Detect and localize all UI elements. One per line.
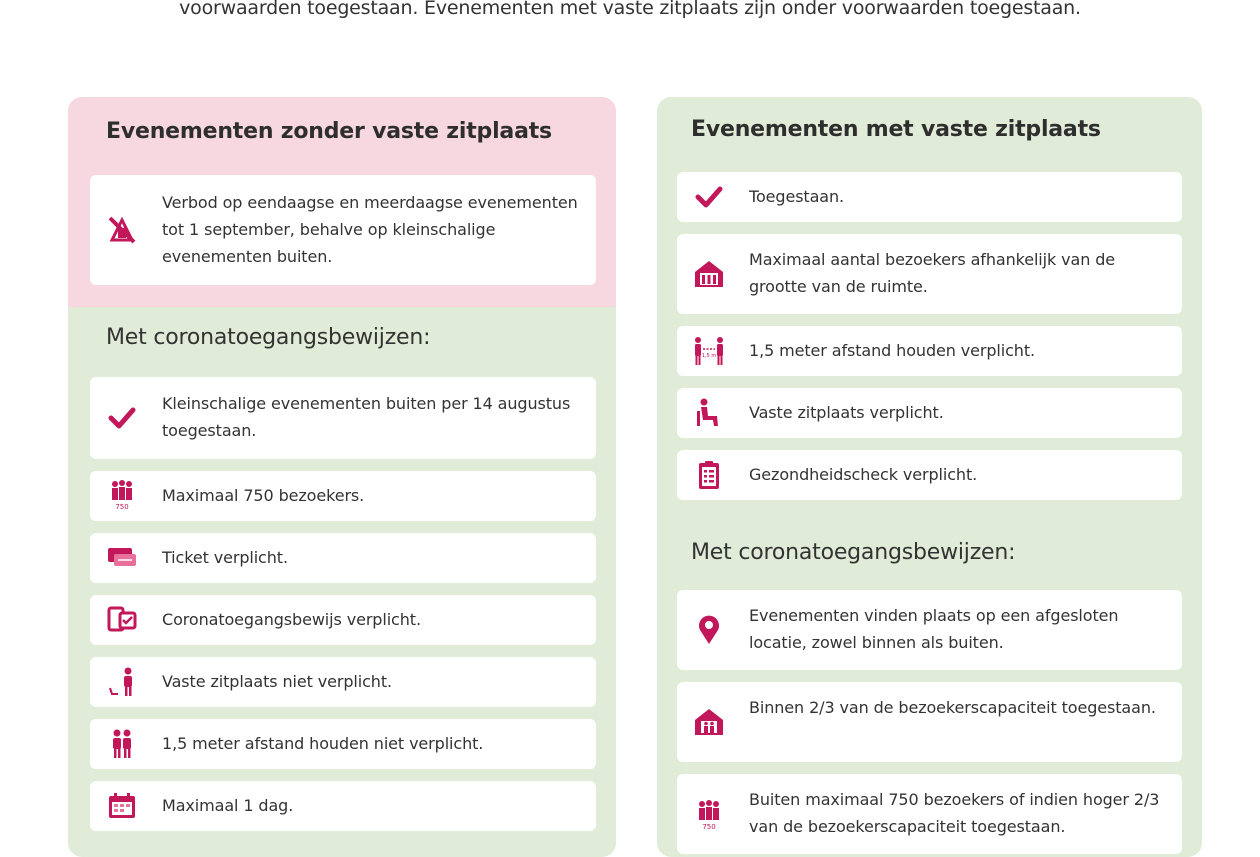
distance-badge: 1,5 m bbox=[701, 353, 717, 359]
list-item bbox=[90, 595, 596, 645]
item-text: Maximaal 750 bezoekers. bbox=[162, 486, 365, 505]
checkmark-icon bbox=[104, 400, 140, 436]
subtitle-left: Met coronatoegangsbewijzen: bbox=[106, 325, 431, 350]
item-text: Buiten maximaal 750 bezoekers of indien hoger 2/3 van de bezoekerscapaciteit toegestaan. bbox=[749, 790, 1160, 836]
item-text: Kleinschalige evenementen buiten per 14 augustus toegestaan. bbox=[162, 394, 571, 440]
two-people-icon bbox=[104, 726, 140, 762]
checkmark-icon bbox=[691, 179, 727, 215]
item-text: Binnen 2/3 van de bezoekerscapaciteit toegestaan. bbox=[749, 698, 1156, 717]
card-events-without-seat bbox=[68, 97, 616, 857]
list-item bbox=[677, 326, 1182, 376]
ban-text: Verbod op eendaagse en meerdaagse evenementen tot 1 september, behalve op kleinschalige evenementen buiten. bbox=[162, 193, 578, 266]
item-text: 1,5 meter afstand houden niet verplicht. bbox=[162, 734, 484, 753]
list-item bbox=[677, 682, 1182, 762]
building-people-icon bbox=[691, 704, 727, 740]
calendar-icon bbox=[104, 788, 140, 824]
item-text: Maximaal 1 dag. bbox=[162, 796, 294, 815]
list-item bbox=[90, 657, 596, 707]
list-item bbox=[90, 533, 596, 583]
crowd-750-icon bbox=[104, 476, 140, 512]
list-item bbox=[90, 781, 596, 831]
item-text: 1,5 meter afstand houden verplicht. bbox=[749, 341, 1036, 360]
ban-row bbox=[90, 175, 596, 285]
standing-person-icon bbox=[104, 664, 140, 700]
list-item bbox=[677, 590, 1182, 670]
item-text: Gezondheidscheck verplicht. bbox=[749, 465, 978, 484]
list-item bbox=[677, 172, 1182, 222]
subtitle-right: Met coronatoegangsbewijzen: bbox=[691, 540, 1016, 565]
list-item bbox=[90, 719, 596, 769]
item-text: Vaste zitplaats niet verplicht. bbox=[162, 672, 392, 691]
no-events-icon bbox=[104, 212, 140, 248]
item-text: Vaste zitplaats verplicht. bbox=[749, 403, 944, 422]
venue-capacity-icon bbox=[691, 256, 727, 292]
crowd-badge: 750 bbox=[115, 503, 129, 510]
list-item bbox=[90, 377, 596, 459]
item-text: Coronatoegangsbewijs verplicht. bbox=[162, 610, 421, 629]
location-pin-icon bbox=[691, 612, 727, 648]
phone-certificate-icon bbox=[104, 602, 140, 638]
item-text: Ticket verplicht. bbox=[162, 548, 288, 567]
list-item bbox=[677, 450, 1182, 500]
card-events-with-seat bbox=[657, 97, 1202, 857]
seated-person-icon bbox=[691, 395, 727, 431]
list-item bbox=[90, 471, 596, 521]
intro-text: voorwaarden toegestaan. Evenementen met vaste zitplaats zijn onder voorwaarden toegestaan. bbox=[179, 0, 1081, 19]
list-item bbox=[677, 388, 1182, 438]
item-text: Toegestaan. bbox=[749, 187, 845, 206]
distance-icon bbox=[691, 333, 727, 369]
card-title-left: Evenementen zonder vaste zitplaats bbox=[106, 119, 552, 144]
crowd-badge: 750 bbox=[702, 823, 716, 830]
list-item bbox=[677, 234, 1182, 314]
list-item bbox=[677, 774, 1182, 854]
card-title-right: Evenementen met vaste zitplaats bbox=[691, 117, 1101, 142]
item-text: Maximaal aantal bezoekers afhankelijk van de grootte van de ruimte. bbox=[749, 250, 1116, 296]
ticket-icon bbox=[104, 540, 140, 576]
item-text: Evenementen vinden plaats op een afgesloten locatie, zowel binnen als buiten. bbox=[749, 606, 1119, 652]
clipboard-icon bbox=[691, 457, 727, 493]
crowd-750-icon bbox=[691, 796, 727, 832]
